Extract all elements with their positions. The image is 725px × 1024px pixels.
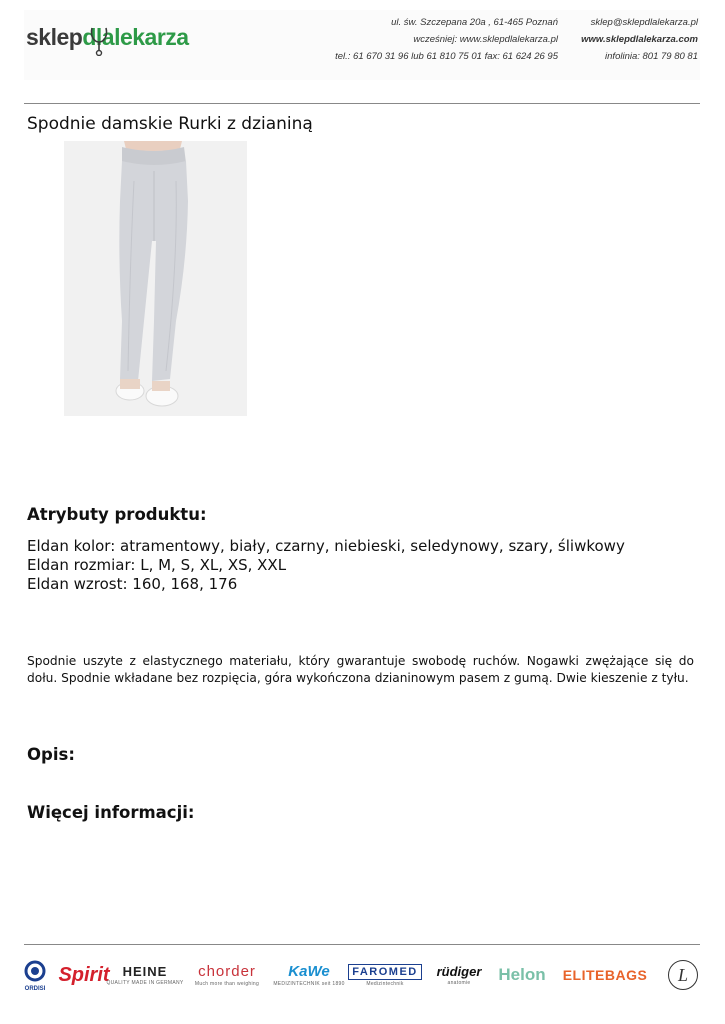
brand-helon: Helon xyxy=(498,965,546,984)
stethoscope-icon xyxy=(88,26,110,56)
website-link[interactable]: www.sklepdlalekarza.com xyxy=(581,34,698,45)
trousers-illustration xyxy=(64,141,247,416)
brand-heine: HEINE QUALITY MADE IN GERMANY xyxy=(106,964,184,986)
brand-ordisi: ORDISI xyxy=(24,952,46,998)
brand-kawe: KaWe MEDIZINTECHNIK seit 1890 xyxy=(273,963,345,987)
header-contact-online xyxy=(581,14,698,65)
littmann-l-icon xyxy=(667,959,699,991)
brand-chorder: chorder Much more than weighing xyxy=(194,963,260,987)
attribute-height: Eldan wzrost: 160, 168, 176 xyxy=(27,575,238,593)
brand-logos xyxy=(24,952,700,998)
phone-line: tel.: 61 670 31 96 lub 61 810 75 01 fax: 61 624 26 95 xyxy=(335,51,558,62)
brand-elitebags: ELITEBAGS xyxy=(562,967,648,983)
page-header xyxy=(24,10,700,80)
more-info-heading: Więcej informacji: xyxy=(27,803,195,822)
brand-spirit: Spirit xyxy=(58,963,110,986)
product-image xyxy=(64,141,247,416)
ordisi-swirl-icon xyxy=(24,958,46,986)
attributes-heading: Atrybuty produktu: xyxy=(27,505,207,524)
brand-littmann xyxy=(666,952,700,998)
svg-text:L: L xyxy=(677,965,689,985)
brand-faromed: FAROMED Medizintechnik xyxy=(346,952,424,998)
infoline-line: infolinia: 801 79 80 81 xyxy=(605,51,698,62)
email-link[interactable]: sklep@sklepdlalekarza.pl xyxy=(590,17,698,28)
product-description: Spodnie uszyte z elastycznego materiału, który gwarantuje swobodę ruchów. Nogawki zwężające się do dołu. Spodnie wkładane bez rozpięcia, góra wykończona dzianinowym pasem z gumą. Dwie kieszenie z tyłu. xyxy=(27,654,694,685)
header-divider xyxy=(24,103,700,104)
brand-rudiger: rüdiger anatomie xyxy=(436,964,482,986)
address-line: ul. św. Szczepana 20a , 61-465 Poznań xyxy=(391,17,558,28)
description-heading: Opis: xyxy=(27,745,75,764)
attributes-list xyxy=(27,537,625,594)
shop-logo[interactable]: sklepdlalekarza xyxy=(26,24,189,51)
product-title: Spodnie damskie Rurki z dzianiną xyxy=(27,114,313,134)
header-contact-address xyxy=(335,14,558,65)
former-site-line: wcześniej: www.sklepdlalekarza.pl xyxy=(413,34,558,45)
attribute-size: Eldan rozmiar: L, M, S, XL, XS, XXL xyxy=(27,556,287,574)
footer-divider xyxy=(24,944,700,945)
attribute-color: Eldan kolor: atramentowy, biały, czarny, niebieski, seledynowy, szary, śliwkowy xyxy=(27,537,625,555)
